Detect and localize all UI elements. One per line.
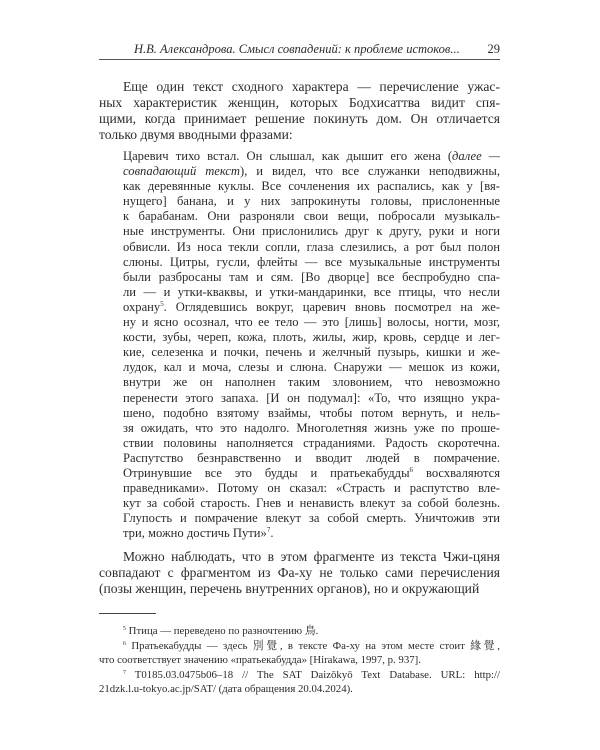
text-run: к барабанам. Они разроняли свои вещи, побросали музыкаль- (123, 209, 500, 224)
text-run: кости, зубы, череп, кожа, плоть, жилы, жир, кровь, сердце и лег- (123, 330, 500, 345)
text-run: ), и видел, что все служанки неподвижны, (240, 164, 500, 179)
text-run: ных характеристик женщин, которых Бодхисаттва видит спя- (99, 95, 500, 110)
quote-line (123, 330, 500, 345)
quote-line (123, 375, 500, 390)
quote-line (123, 466, 500, 481)
text-run: ные инструменты. Они прислонились друг к другу, руки и ноги (123, 224, 500, 239)
footnote-line (99, 639, 500, 654)
text-run: охрану (123, 299, 161, 314)
text-run: шено, подобно взятому взаймы, чтобы потом вернуть, и нель- (123, 405, 500, 420)
quote-line (123, 360, 500, 375)
quote-line (123, 436, 500, 451)
quote-line (123, 421, 500, 436)
quote-line (123, 406, 500, 421)
quote-line (123, 224, 500, 239)
quote-line (123, 300, 500, 315)
quote-line (123, 345, 500, 360)
text-run: T0185.03.0475b06–18 // The SAT Daizōkyō Text Database. URL: http:// (125, 668, 500, 681)
footnote-ref: 6 (409, 467, 414, 475)
quote-line (123, 315, 500, 330)
quote-line (123, 179, 500, 194)
text-run: внутри же он наполнен таким зловонием, что невозможно (123, 375, 500, 390)
text-run: . Оглядевшись вокруг, царевич вновь посмотрел на же- (163, 299, 500, 314)
quote-line (123, 451, 500, 466)
text-run: три, можно достичь Пути» (123, 526, 267, 541)
text-run: как деревянные куклы. Все сочленения их распались, как у [вя- (123, 179, 500, 194)
paragraph-line (99, 565, 500, 581)
text-run: слюны. Цитры, гусли, флейты — все музыкальные инструменты (123, 254, 500, 269)
text-run: (позы женщин, перечень внутренних органов), но и окружающий (99, 581, 480, 596)
paragraph-line (99, 111, 500, 127)
paragraph-line (99, 549, 500, 565)
footnote-ref: 6 (123, 640, 126, 647)
quote-line (123, 391, 500, 406)
paragraph-line (99, 127, 500, 143)
footnotes (99, 624, 500, 697)
text-run: ствии половины наполняется страданиями. Радость скоротечна. (123, 435, 500, 450)
text-run: Еще один текст сходного характера — перечисление ужас- (123, 79, 500, 94)
text-run: щими, когда принимает решение покинуть дом. Он отличается (99, 111, 500, 126)
text-run: зя ожидать, что это надолго. Многолетняя жизнь уже по проше- (123, 420, 500, 435)
quote-line (123, 270, 500, 285)
paragraph-line (99, 95, 500, 111)
footnote-line (99, 668, 500, 683)
quote-line (123, 511, 500, 526)
text-run: только двумя вводными фразами: (99, 127, 293, 142)
text-run: совпадающий текст (123, 164, 240, 179)
text-run: Отринувшие все это будды и пратьекабудды (123, 465, 410, 480)
text-run: кут за собой старость. Гнев и ненависть влекут за собой болезнь. (123, 496, 500, 511)
text-run: 21dzk.l.u-tokyo.ac.jp/SAT/ (дата обращения 20.04.2024). (99, 683, 353, 695)
running-title: Н.В. Александрова. Смысл совпадений: к проблеме истоков... (134, 42, 460, 56)
text-run: перенести этого запаха. [И он подумал]: «То, что изящно укра- (123, 390, 500, 405)
footnote-line (99, 682, 500, 697)
text-run: праведниками». Потому он сказал: «Страсть и распутство вле- (123, 481, 500, 496)
footnote-line (99, 653, 500, 668)
quote-line (123, 194, 500, 209)
text-run: Пратьекабудды — здесь 別覺, в тексте Фа-ху на этом месте стоит 緣覺, (125, 639, 500, 652)
footnote-line (99, 624, 500, 639)
text-run: ли — и утки-кваквы, и утки-мандаринки, все птицы, что несли (123, 284, 500, 299)
text-run: Можно наблюдать, что в этом фрагменте из текста Чжи-цяня (123, 549, 500, 564)
quote-line (123, 481, 500, 496)
footnote-separator (99, 613, 156, 614)
text-run: кие, селезенка и почки, печень и желчный пузырь, кишки и же- (123, 345, 500, 360)
text-run: . (270, 526, 274, 541)
text-run: восхваляются (413, 465, 500, 480)
footnote-ref: 7 (266, 527, 271, 535)
text-run: далее — (452, 149, 501, 163)
text-run: Распутство безнравственно и вводит людей в помрачение. (123, 450, 500, 465)
block-quote (123, 149, 500, 541)
text-run: что соответствует значению «пратьекабудда» [Hirakawa, 1997, p. 937]. (99, 654, 421, 666)
footnote-ref: 5 (160, 301, 164, 309)
text-run: были разбросаны там и сям. [Во дворце] все беспробудно спа- (123, 269, 500, 284)
text-run: лудок, кал и моча, слезы и слюна. Снаружи — мешок из кожи, (123, 360, 500, 375)
quote-line (123, 496, 500, 511)
quote-line (123, 149, 500, 164)
text-run: совпадают с фрагментом из Фа-ху не только сами перечисления (99, 565, 500, 580)
text-run: Глупость и помрачение влекут за собой смерть. Уничтожив эти (123, 511, 500, 526)
quote-line (123, 526, 500, 541)
footnote-ref: 5 (123, 625, 126, 632)
running-header (99, 42, 500, 60)
quote-line (123, 209, 500, 224)
paragraph-intro (99, 79, 500, 143)
text-run: Птица — переведено по разночтению 鳥. (125, 625, 319, 637)
footnote-ref: 7 (123, 669, 126, 676)
quote-line (123, 240, 500, 255)
text-run: ну и ясно осознал, что ее тело — это [лишь] волосы, ногти, мозг, (123, 315, 500, 330)
paragraph-line (99, 79, 500, 95)
page-number: 29 (487, 42, 500, 56)
text-run: Царевич тихо встал. Он слышал, как дышит его жена ( (123, 149, 453, 163)
quote-line (123, 255, 500, 270)
paragraph-line (99, 581, 500, 597)
quote-line (123, 285, 500, 300)
text-run: обвисли. Из носа текли сопли, глаза слезились, а рот был полон (123, 239, 500, 254)
text-run: нущего] банана, и у них запрокинуты головы, прислоненные (123, 194, 500, 209)
paragraph-conclusion (99, 549, 500, 597)
quote-line (123, 164, 500, 179)
